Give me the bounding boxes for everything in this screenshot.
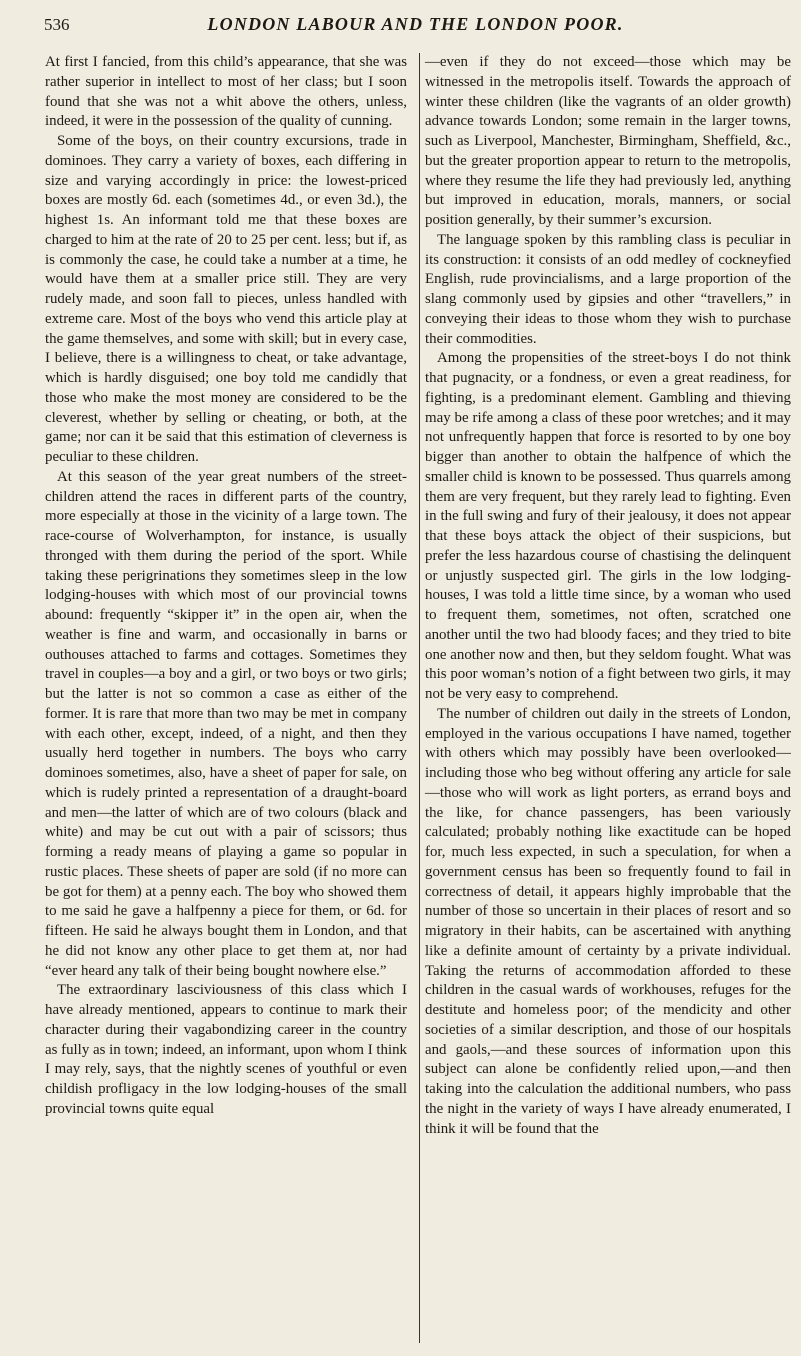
paragraph: —even if they do not exceed—those which may be witnessed in the metropolis itself. Towards the approach of winter these children (like the vagrants of an older growth) advance towards London; some remain in the larger towns, such as Liverpool, Manchester, Birmingham, Sheffield, &c., but the greater proportion appear to return to the metropolis, where they resume the life they had previously led, anything but improved in education, morals, manners, or social position generally, by their summer’s excursion.	[425, 54, 791, 228]
page-header	[44, 14, 787, 40]
page-number: 536	[44, 15, 70, 34]
paragraph: Some of the boys, on their country excursions, trade in dominoes. They carry a variety of boxes, each differing in size and varying accordingly in price: the lowest-priced boxes are mostly 6d. each (sometimes 4d., or even 3d.), the highest 1s. An informant told me that these boxes are charged to him at the rate of 20 to 25 per cent. less; but if, as is commonly the case, he could take a number at a time, he would have them at a smaller price still. They are very rudely made, and soon fall to pieces, unless handled with extreme care. Most of the boys who vend this article play at the game themselves, and some with skill; but in every case, I believe, there is a willingness to cheat, or take advantage, which is hardly disguised; one boy told me candidly that those who make the most money are considered to be the cleverest, whether by selling or cheating, or both, at the game; nor can it be said that this estimation of cleverness is peculiar to these children.	[45, 133, 407, 465]
paragraph: The language spoken by this rambling class is peculiar in its construction: it consists of an odd medley of cockneyfied English, rude provincialisms, and a large proportion of the slang commonly used by gipsies and other “travellers,” in conveying their ideas to those whom they wish to purchase their commodities.	[425, 231, 791, 347]
paragraph: At this season of the year great numbers of the street-children attend the races in different parts of the country, more especially at those in the vicinity of a large town. The race-course of Wolverhampton, for instance, is usually thronged with them during the period of the sport. While taking these perigrinations they sometimes sleep in the low lodging-houses with which most of our provincial towns abound: frequently “skipper it” in the open air, when the weather is fine and warm, and occasionally in barns or outhouses attached to farms and cottages. Sometimes they travel in couples—a boy and a girl, or two boys or two girls; but the latter is not so common a case as either of the former. It is rare that more than two may be met in company with each other, except, indeed, of a night, and then they usually herd together in numbers. The boys who carry dominoes sometimes, also, have a sheet of paper for sale, on which is rudely printed a representation of a draught-board and men—the latter of which are of two colours (black and white) and may be cut out with a pair of scissors; thus forming a ready means of playing a game so popular in rustic places. These sheets of paper are sold (if no more can be got for them) at a penny each. The boy who showed them to me said he gave a halfpenny a piece for them, or 6d. for fifteen. He said he always bought them in London, and that he did not know any other place to get them at, nor had “ever heard any talk of their being bought nowhere else.”	[45, 468, 407, 979]
paragraph: The extraordinary lasciviousness of this class which I have already mentioned, appears to continue to mark their character during their vagabondizing career in the country as fully as in town; indeed, an informant, upon whom I think I may rely, says, that the nightly scenes of youthful or even childish profligacy in the low lodging-houses of the small provincial towns quite equal	[45, 982, 407, 1117]
paragraph: At first I fancied, from this child’s appearance, that she was rather superior in intellect to most of her class; but I soon found that she was not a whit above the others, unless, indeed, it were in the possession of the quality of cunning.	[45, 54, 407, 130]
paragraph: The number of children out daily in the streets of London, employed in the various occupations I have named, together with others which may possibly have been overlooked—including those who beg without offering any article for sale—those who will work as light porters, as errand boys and the like, for chance passengers, has been variously calculated; probably nothing like exactitude can be hoped for, much less expected, in such a speculation, for when a government census has been so frequently found to fail in correctness of detail, it appears highly improbable that the number of those so uncertain in their places of resort and so migratory in their habits, can be ascertained with anything like a definite amount of certainty by a private individual. Taking the returns of accommodation afforded to these children in the casual wards of workhouses, refuges for the destitute and homeless poor; of the mendicity and other societies of a similar description, and those of our hospitals and gaols,—and these sources of information upon this subject can alone be confidently relied upon,—and then taking into the calculation the additional numbers, who pass the night in the variety of ways I have already enumerated, I think it will be found that the	[425, 705, 791, 1137]
right-column	[419, 53, 791, 1343]
text-columns	[45, 53, 791, 1343]
paragraph: Among the propensities of the street-boys I do not think that pugnacity, or a fondness, or even a great readiness, for fighting, is a predominant element. Gambling and thieving may be rife among a class of these poor wretches; and it may not unfrequently happen that force is resorted to by one boy bigger than another to obtain the halfpence of which the smaller child is known to be possessed. Thus quarrels among them are very frequent, but they rarely lead to fighting. Even in the full swing and fury of their jealousy, it does not appear that these boys attack the object of their suspicions, but prefer the less hazardous course of chastising the delinquent or unjustly suspected girl. The girls in the low lodging-houses, I was told a little time since, by a woman who used to frequent them, sometimes, not often, scratched one another until the two had bloody faces; and they tried to bite one another now and then, but they seldom fought. What was this poor woman’s notion of a fight between two girls, it may not be very easy to comprehend.	[425, 350, 791, 702]
left-column	[45, 53, 409, 1343]
running-title: LONDON LABOUR AND THE LONDON POOR.	[207, 14, 624, 34]
